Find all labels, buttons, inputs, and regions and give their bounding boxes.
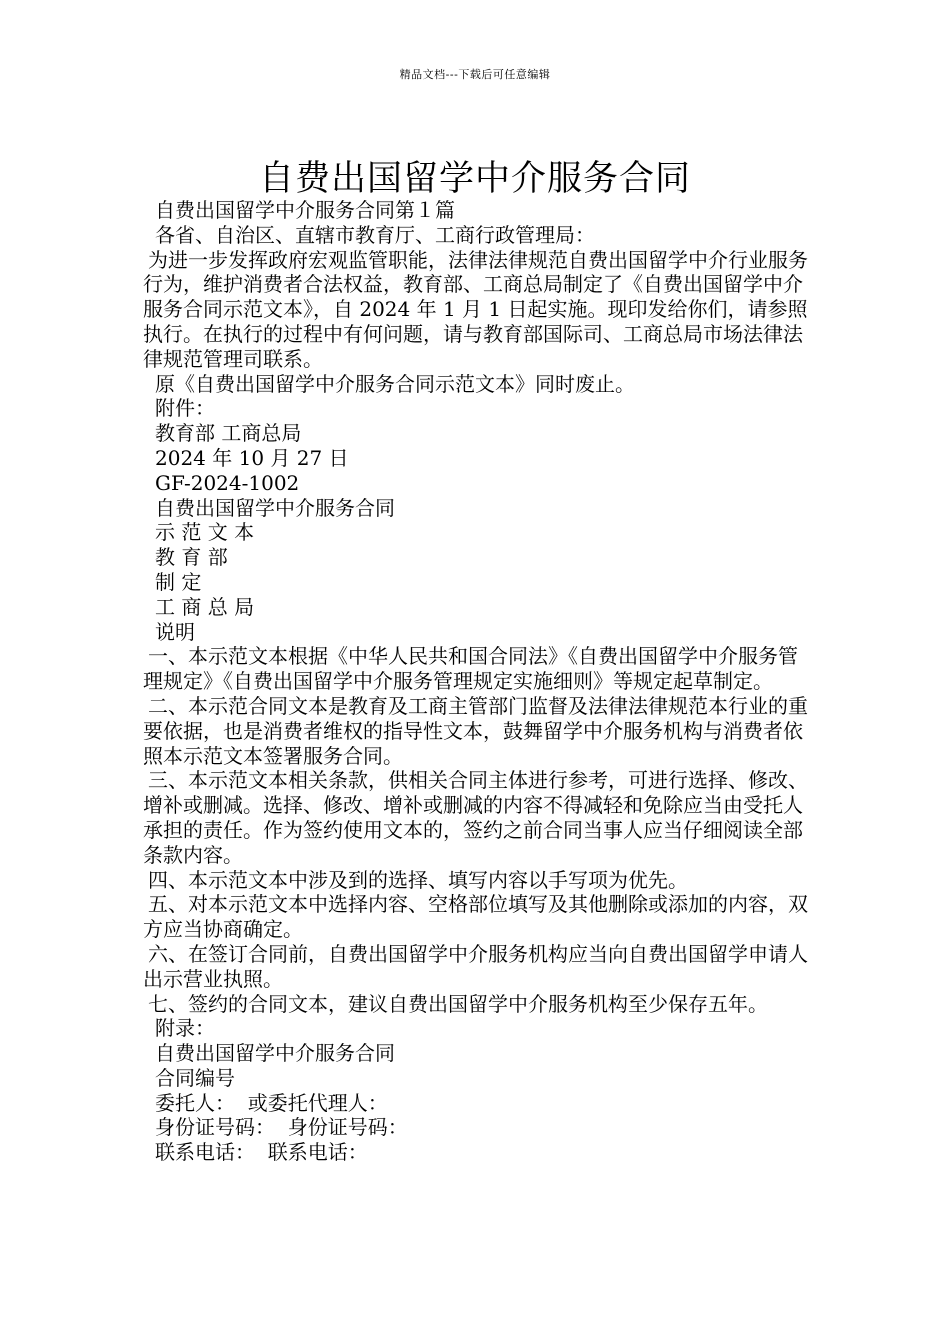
paragraph-phone: 联系电话： 联系电话： — [155, 1140, 368, 1165]
paragraph-appendix-title: 自费出国留学中介服务合同 — [155, 1041, 395, 1066]
document-body — [143, 198, 813, 1165]
paragraph-item-6: 六、在签订合同前，自费出国留学中介服务机构应当向自费出国留学申请人出示营业执照。 — [143, 941, 808, 991]
paragraph-item-7: 七、签约的合同文本，建议自费出国留学中介服务机构至少保存五年。 — [148, 991, 768, 1016]
paragraph-model-text: 示 范 文 本 — [155, 520, 255, 545]
paragraph-abolish: 原《自费出国留学中介服务合同示范文本》同时废止。 — [155, 371, 635, 396]
paragraph-attachment-label: 附件： — [155, 396, 215, 421]
paragraph-saic: 工 商 总 局 — [155, 594, 255, 619]
paragraph-contract-number: 合同编号 — [155, 1065, 235, 1090]
paragraph-item-5: 五、对本示范文本中选择内容、空格部位填写及其他删除或添加的内容，双方应当协商确定。 — [143, 892, 808, 942]
paragraph-addressee: 各省、自治区、直辖市教育厅、工商行政管理局： — [155, 222, 595, 247]
paragraph-doc-code: GF-2024-1002 — [155, 470, 300, 495]
paragraph-date: 2024 年 10 月 27 日 — [155, 445, 349, 470]
paragraph-id-number: 身份证号码： 身份证号码： — [155, 1115, 408, 1140]
header-note: 精品文档---下载后可任意编辑 — [399, 68, 551, 81]
paragraph-item-3: 三、本示范文本相关条款，供相关合同主体进行参考，可进行选择、修改、增补或删减。选择、修改、增补或删减的内容不得减轻和免除应当由受托人承担的责任。作为签约使用文本的，签约之前合同当事人应当仔细阅读全部条款内容。 — [143, 768, 808, 867]
paragraph-explanation-label: 说明 — [155, 619, 195, 644]
paragraph-formulated: 制 定 — [155, 569, 202, 594]
document-title: 自费出国留学中介服务合同 — [258, 159, 691, 200]
paragraph-ministry: 教 育 部 — [155, 545, 228, 570]
paragraph-issuers: 教育部 工商总局 — [155, 421, 302, 446]
paragraph-client: 委托人： 或委托代理人： — [155, 1090, 388, 1115]
paragraph-notice: 为进一步发挥政府宏观监管职能，法律法律规范自费出国留学中介行业服务行为，维护消费者合法权益，教育部、工商总局制定了《自费出国留学中介服务合同示范文本》，自 2024 年 1 月 1 日起实施。现印发给你们，请参照执行。在执行的过程中有何问题，请与教育部国际司、工商总局市场法律法律规范管理司联系。 — [143, 247, 808, 371]
paragraph-appendix-label: 附录： — [155, 1016, 215, 1041]
paragraph-item-4: 四、本示范文本中涉及到的选择、填写内容以手写项为优先。 — [148, 867, 688, 892]
paragraph-item-1: 一、本示范文本根据《中华人民共和国合同法》《自费出国留学中介服务管理规定》《自费出国留学中介服务管理规定实施细则》等规定起草制定。 — [143, 644, 798, 694]
paragraph-contract-name: 自费出国留学中介服务合同 — [155, 495, 395, 520]
paragraph-item-2: 二、本示范合同文本是教育及工商主管部门监督及法律法律规范本行业的重要依据，也是消费者维权的指导性文本，鼓舞留学中介服务机构与消费者依照本示范文本签署服务合同。 — [143, 693, 808, 768]
paragraph-subtitle: 自费出国留学中介服务合同第１篇 — [155, 198, 455, 222]
